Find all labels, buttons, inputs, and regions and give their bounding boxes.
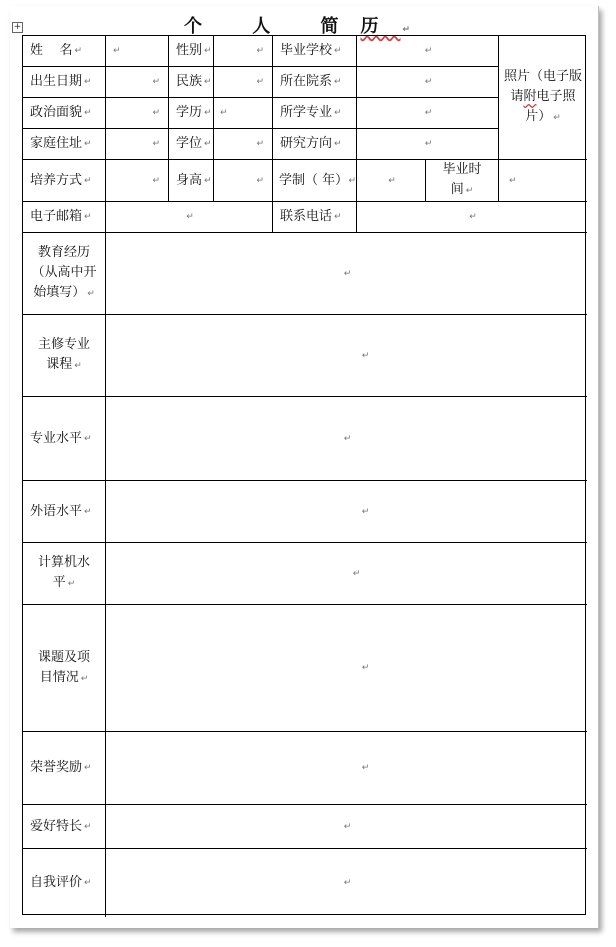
field-duration[interactable]: ↵ <box>357 160 426 202</box>
label-gender: 性别 ↵ <box>169 36 214 67</box>
label-pro-level: 专业水平 ↵ <box>23 397 106 481</box>
label-self-eval: 自我评价 ↵ <box>23 849 106 917</box>
field-honors[interactable]: ↵ <box>106 732 587 805</box>
field-degree[interactable]: ↵ <box>214 129 273 160</box>
field-phone[interactable]: ↵ <box>357 202 587 233</box>
field-address[interactable]: ↵ <box>106 129 169 160</box>
field-name[interactable]: ↵ <box>106 36 169 67</box>
field-birth[interactable]: ↵ <box>106 67 169 98</box>
label-training: 培养方式 ↵ <box>23 160 106 202</box>
label-phone: 联系电话 ↵ <box>273 202 357 233</box>
field-edu-history[interactable]: ↵ <box>106 233 587 315</box>
field-computer[interactable]: ↵ <box>106 543 587 605</box>
field-politics[interactable]: ↵ <box>106 98 169 129</box>
field-college[interactable]: ↵ <box>357 67 499 98</box>
label-duration: 学制（ 年） ↵ <box>273 160 357 202</box>
field-projects[interactable]: ↵ <box>106 605 587 732</box>
label-name: 姓 名 ↵ <box>23 36 106 67</box>
label-degree: 学位 ↵ <box>169 129 214 160</box>
field-education[interactable]: ↵ <box>214 98 273 129</box>
label-hobbies: 爱好特长 ↵ <box>23 805 106 849</box>
photo-box[interactable]: 照片（电子版请附电子照片） ↵ <box>499 36 587 160</box>
label-politics: 政治面貌 ↵ <box>23 98 106 129</box>
label-address: 家庭住址 ↵ <box>23 129 106 160</box>
label-birth: 出生日期 ↵ <box>23 67 106 98</box>
label-email: 电子邮箱 ↵ <box>23 202 106 233</box>
resume-table <box>22 35 586 915</box>
field-gender[interactable]: ↵ <box>214 36 273 67</box>
label-lang-level: 外语水平 ↵ <box>23 481 106 543</box>
label-computer: 计算机水平 ↵ <box>23 543 106 605</box>
field-self-eval[interactable]: ↵ <box>343 878 352 888</box>
field-ethnicity[interactable]: ↵ <box>214 67 273 98</box>
label-college: 所在院系 ↵ <box>273 67 357 98</box>
label-major: 所学专业 ↵ <box>273 98 357 129</box>
label-courses: 主修专业课程 ↵ <box>23 315 106 397</box>
label-school: 毕业学校 ↵ <box>273 36 357 67</box>
field-pro-level[interactable]: ↵ <box>106 397 587 481</box>
label-grad-time: 毕业时间 ↵ <box>426 160 499 202</box>
field-height[interactable]: ↵ <box>214 160 273 202</box>
label-projects: 课题及项目情况 ↵ <box>23 605 106 732</box>
label-honors: 荣誉奖励 ↵ <box>23 732 106 805</box>
resume-title: 个 人 简历 ↵ <box>183 16 433 37</box>
field-email[interactable]: ↵ <box>106 202 273 233</box>
label-ethnicity: 民族 ↵ <box>169 67 214 98</box>
label-height: 身高 ↵ <box>169 160 214 202</box>
field-grad-time[interactable]: ↵ <box>499 160 587 202</box>
field-courses[interactable]: ↵ <box>106 315 587 397</box>
label-education: 学历 ↵ <box>169 98 214 129</box>
field-research[interactable]: ↵ <box>357 129 499 160</box>
field-major[interactable]: ↵ <box>357 98 499 129</box>
field-training[interactable]: ↵ <box>106 160 169 202</box>
table-move-handle-icon[interactable]: + <box>13 22 22 32</box>
label-research: 研究方向 ↵ <box>273 129 357 160</box>
field-school[interactable]: ↵ <box>357 36 499 67</box>
label-edu-history: 教育经历（从高中开始填写） ↵ <box>23 233 106 315</box>
field-hobbies[interactable]: ↵ <box>106 805 587 849</box>
field-lang-level[interactable]: ↵ <box>106 481 587 543</box>
